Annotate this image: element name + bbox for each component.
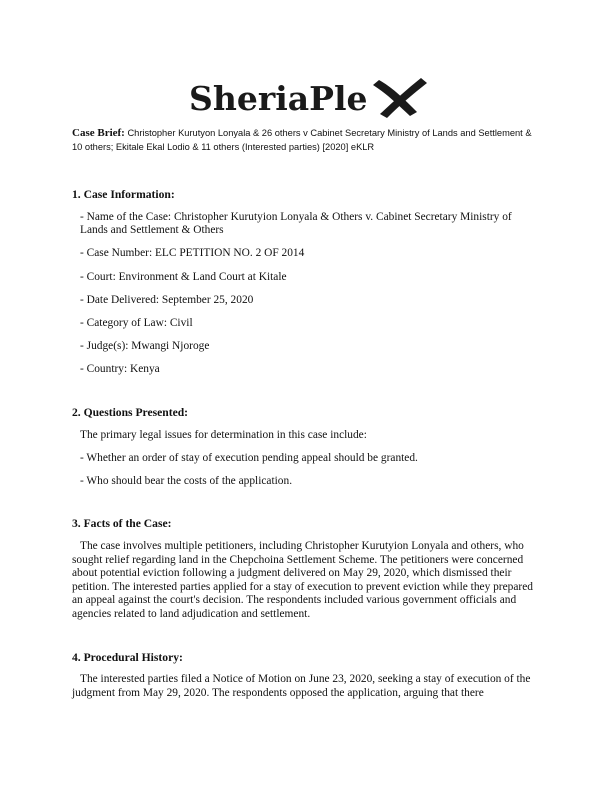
list-item: - Name of the Case: Christopher Kurutyion Lonyala & Others v. Cabinet Secretary Ministry of Lands and Settlement & Others: [80, 210, 512, 237]
list-item: - Case Number: ELC PETITION NO. 2 OF 2014: [80, 247, 305, 260]
section-heading: 2. Questions Presented:: [72, 405, 189, 419]
section-questions-presented: [72, 406, 542, 489]
case-brief-text: Christopher Kurutyon Lonyala & 26 others v Cabinet Secretary Ministry of Lands and Settlement & 10 others; Ekitale Ekal Lodio & 11 others (Interested parties) [2020] eKLR: [72, 128, 532, 152]
paragraph: The interested parties filed a Notice of Motion on June 23, 2020, seeking a stay of execution of the judgment from May 29, 2020. The respondents opposed the application, arguing that there: [72, 673, 531, 699]
list-item: - Category of Law: Civil: [80, 316, 193, 329]
list-item: - Court: Environment & Land Court at Kitale: [80, 270, 287, 283]
list-item: - Judge(s): Mwangi Njoroge: [80, 340, 210, 353]
document-body: [72, 188, 542, 729]
section-case-information: [72, 188, 542, 377]
sheriaplex-logo: [0, 74, 612, 122]
section-procedural-history: [72, 651, 542, 701]
section-facts: [72, 517, 542, 621]
list-item: - Whether an order of stay of execution pending appeal should be granted.: [80, 451, 418, 464]
case-brief-label: Case Brief:: [72, 127, 125, 139]
logo-graphic: [181, 74, 431, 122]
list-item: - Date Delivered: September 25, 2020: [80, 293, 254, 306]
case-brief: [72, 126, 542, 154]
section-intro: The primary legal issues for determination in this case include:: [80, 428, 367, 441]
logo-x-mark-icon: [373, 78, 427, 118]
section-heading: 1. Case Information:: [72, 188, 175, 201]
list-item: - Who should bear the costs of the application.: [80, 474, 293, 487]
section-heading: 4. Procedural History:: [72, 650, 183, 664]
logo-wordmark: SheriaPle: [189, 79, 368, 118]
list-item: - Country: Kenya: [80, 363, 160, 376]
section-heading: 3. Facts of the Case:: [72, 517, 172, 531]
paragraph: The case involves multiple petitioners, including Christopher Kurutyion Lonyala and others, who sought relief regarding land in the Chepchoina Settlement Scheme. The petitioners were concerned about potential eviction following a judgment delivered on May 29, 2020, which dismissed their petition. The interested parties applied for a stay of execution to prevent eviction while they prepared an appeal against the court's decision. The respondents included various government officials and agencies related to land adjudication and settlement.: [72, 540, 533, 621]
